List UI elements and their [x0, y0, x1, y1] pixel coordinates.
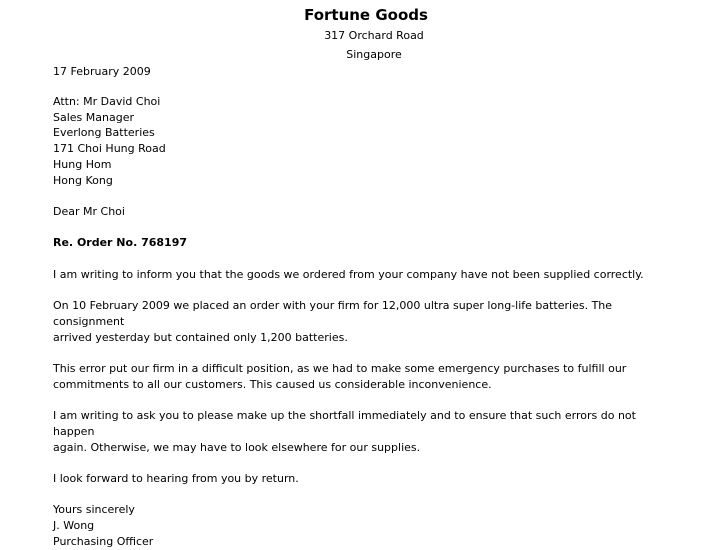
recipient-street: 171 Choi Hung Road [53, 142, 166, 156]
paragraph-line: I am writing to inform you that the goods we ordered from your company have not been supplied correctly. [53, 267, 644, 281]
recipient-title: Sales Manager [53, 110, 134, 124]
paragraph-line: On 10 February 2009 we placed an order with your firm for 12,000 ultra super long-life batteries. The consignment [53, 298, 613, 328]
recipient-company: Everlong Batteries [53, 126, 155, 140]
letter-date: 17 February 2009 [53, 65, 151, 78]
paragraph-line: This error put our firm in a difficult position, as we had to make some emergency purchases to fulfill our [53, 361, 627, 375]
letter-body [53, 64, 673, 550]
recipient-region: Hong Kong [53, 173, 113, 187]
letterhead [0, 4, 720, 64]
company-name: Fortune Goods [304, 6, 428, 24]
company-street: 317 Orchard Road [324, 29, 424, 42]
order-reference: Re. Order No. 768197 [53, 236, 187, 250]
salutation: Dear Mr Choi [53, 205, 125, 219]
paragraph-3 [53, 361, 673, 393]
paragraph-line: arrived yesterday but contained only 1,200 batteries. [53, 330, 348, 344]
paragraph-1 [53, 267, 673, 283]
paragraph-line: commitments to all our customers. This caused us considerable inconvenience. [53, 377, 492, 391]
signatory-position: Purchasing Officer [53, 534, 154, 548]
paragraph-5 [53, 471, 673, 487]
recipient-attn: Attn: Mr David Choi [53, 94, 161, 108]
recipient-address [53, 94, 673, 189]
valediction: Yours sincerely [53, 503, 135, 517]
closing-block [53, 502, 673, 549]
paragraph-4 [53, 408, 673, 455]
signatory-name: J. Wong [53, 518, 95, 532]
paragraph-2 [53, 298, 673, 345]
recipient-district: Hung Hom [53, 157, 112, 171]
paragraph-line: again. Otherwise, we may have to look elsewhere for our supplies. [53, 440, 421, 454]
company-city: Singapore [346, 48, 402, 61]
paragraph-line: I look forward to hearing from you by return. [53, 471, 299, 485]
paragraph-line: I am writing to ask you to please make up the shortfall immediately and to ensure that such errors do not happen [53, 408, 636, 438]
